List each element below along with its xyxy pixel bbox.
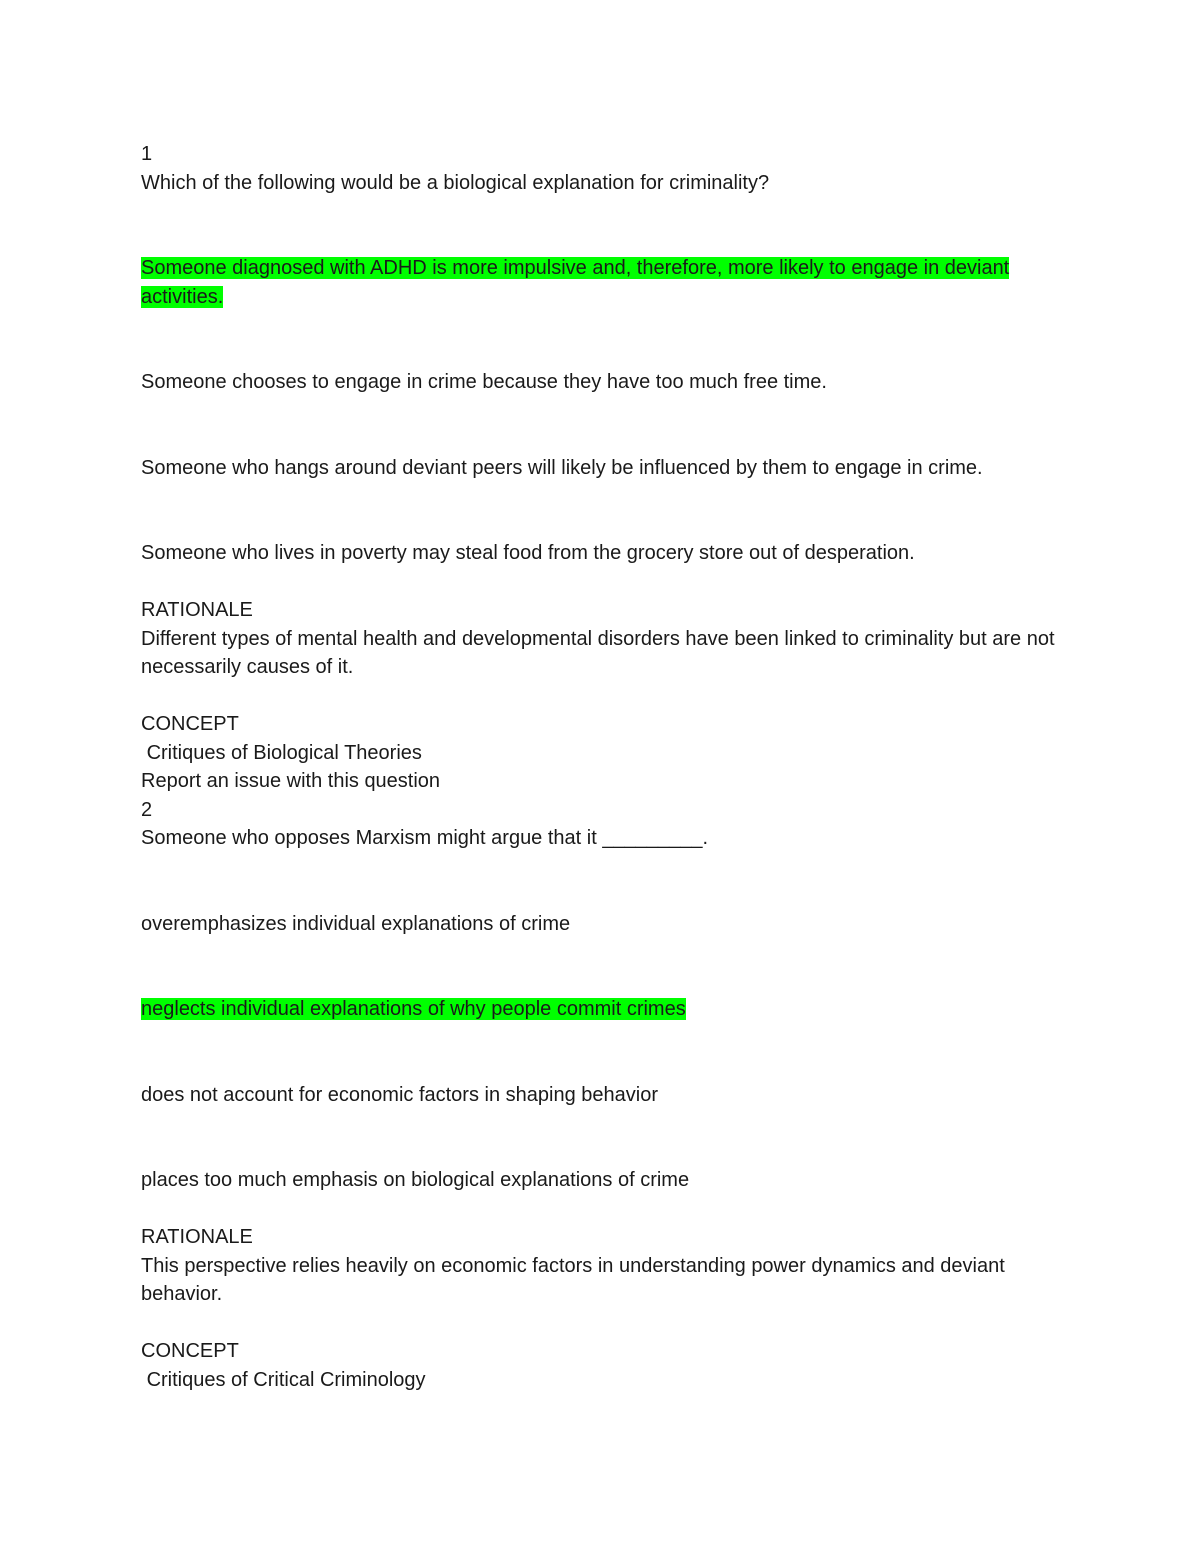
rationale-text: Different types of mental health and developmental disorders have been linked to criminality but are not necessarily causes of it. xyxy=(141,627,1061,678)
answer-option: does not account for economic factors in shaping behavior xyxy=(141,1083,658,1106)
answer-option: overemphasizes individual explanations of crime xyxy=(141,912,571,935)
answer-option: places too much emphasis on biological explanations of crime xyxy=(141,1169,690,1191)
answer-text: neglects individual explanations of why people commit crimes xyxy=(141,998,686,1020)
answer-text: Someone diagnosed with ADHD is more impulsive and, therefore, more likely to engage in deviant activities. xyxy=(141,257,1010,308)
question-1 xyxy=(141,140,1061,796)
question-number: 2 xyxy=(141,798,153,821)
answer-option-correct xyxy=(141,254,1061,311)
question-prompt: Which of the following would be a biological explanation for criminality? xyxy=(141,171,770,194)
report-issue-link[interactable]: Report an issue with this question xyxy=(141,770,441,792)
rationale-label: RATIONALE xyxy=(141,599,253,621)
question-prompt: Someone who opposes Marxism might argue that it _________. xyxy=(141,827,709,849)
concept-text: Critiques of Biological Theories xyxy=(141,741,422,764)
question-2 xyxy=(141,796,1061,1395)
answer-option: Someone who hangs around deviant peers will likely be influenced by them to engage in crime. xyxy=(141,456,983,479)
concept-text: Critiques of Critical Criminology xyxy=(141,1368,426,1391)
rationale-label: RATIONALE xyxy=(141,1226,253,1248)
concept-label: CONCEPT xyxy=(141,1340,239,1362)
question-number: 1 xyxy=(141,143,153,165)
answer-option: Someone chooses to engage in crime because they have too much free time. xyxy=(141,371,827,393)
answer-option: Someone who lives in poverty may steal food from the grocery store out of desperation. xyxy=(141,542,915,564)
answer-option-correct xyxy=(141,995,1061,1024)
concept-label: CONCEPT xyxy=(141,713,239,735)
document-page xyxy=(141,140,1061,1394)
rationale-text: This perspective relies heavily on economic factors in understanding power dynamics and deviant behavior. xyxy=(141,1254,1011,1305)
